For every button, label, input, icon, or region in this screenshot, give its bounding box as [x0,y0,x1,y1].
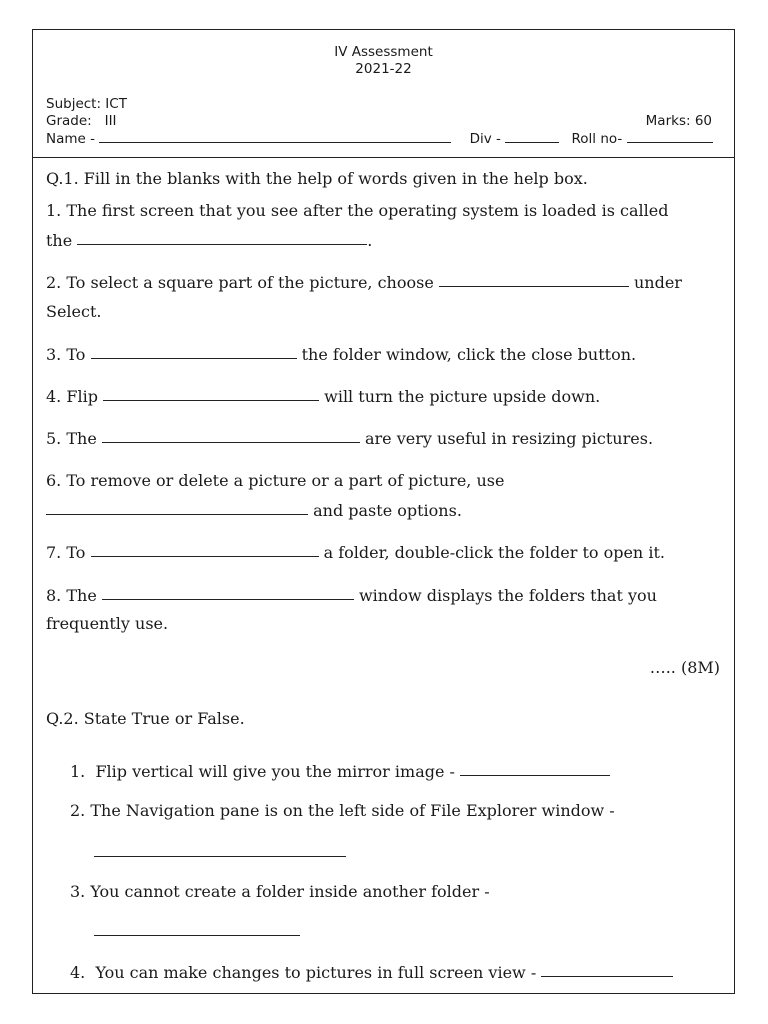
q1-item-5-text: 5. The [46,429,97,448]
q2-item-4 [70,962,673,982]
academic-year: 2021-22 [355,61,412,77]
q2-item-2-blank[interactable] [94,842,346,857]
q1-item-7 [46,542,665,562]
q1-item-8-blank[interactable] [102,585,354,600]
q1-item-1-text: the [46,231,73,250]
q1-item-3-text-after: the folder window, click the close button. [301,345,637,364]
q1-item-8-line-1 [46,585,657,605]
roll-label: Roll no- [571,131,623,147]
q1-item-5-text-after: are very useful in resizing pictures. [364,429,654,448]
q2-item-2: 2. The Navigation pane is on the left side of File Explorer window - [70,801,615,820]
q1-item-3-blank[interactable] [91,344,297,359]
q1-item-1-blank[interactable] [77,230,367,245]
div-blank[interactable] [505,130,559,143]
q1-item-5-blank[interactable] [102,428,360,443]
q2-item-1-text: 1. Flip vertical will give you the mirror image - [70,762,455,781]
q1-marks: ….. (8M) [649,658,720,677]
q1-item-2-line-2: Select. [46,302,102,321]
q2-item-1-blank[interactable] [460,761,610,776]
grade-label: Grade: III [46,113,117,129]
q1-item-5 [46,428,653,448]
q1-item-6-line-1: 6. To remove or delete a picture or a part of picture, use [46,471,505,490]
q1-item-2-text-after: under [633,273,682,292]
assessment-sheet [32,29,735,994]
subject-label: Subject: ICT [46,96,127,112]
q2-item-3-answer-line [94,921,300,940]
q2-item-3: 3. You cannot create a folder inside another folder - [70,882,490,901]
q1-item-2-line-1 [46,272,682,292]
q1-title: Q.1. Fill in the blanks with the help of words given in the help box. [46,169,588,188]
q1-item-7-text: 7. To [46,543,86,562]
q2-item-3-blank[interactable] [94,921,300,936]
q1-item-3 [46,344,636,364]
q2-item-1 [70,761,610,781]
q1-item-8-line-2: frequently use. [46,614,169,633]
q1-item-8-text: 8. The [46,586,97,605]
assessment-title: IV Assessment [334,44,433,60]
q1-item-6-line-2 [46,500,462,520]
q1-item-1-line-2 [46,230,372,250]
q1-item-1-period: . [367,231,373,250]
q1-item-1-line-1: 1. The first screen that you see after the operating system is loaded is called [46,201,669,220]
q1-item-8-text-after: window displays the folders that you [358,586,657,605]
q1-item-6-blank[interactable] [46,500,308,515]
q1-item-4-text-after: will turn the picture upside down. [324,387,601,406]
q1-item-4 [46,386,600,406]
q2-title: Q.2. State True or False. [46,709,245,728]
name-blank[interactable] [99,130,451,143]
q1-item-4-text: 4. Flip [46,387,98,406]
marks-label: Marks: 60 [645,113,712,129]
q1-item-7-blank[interactable] [91,542,319,557]
q1-item-3-text: 3. To [46,345,86,364]
sheet-header [33,30,734,158]
student-details-line [46,130,713,147]
q2-item-4-blank[interactable] [541,962,673,977]
q1-item-6-text-after: and paste options. [313,501,462,520]
q2-item-4-text: 4. You can make changes to pictures in full screen view - [70,963,537,982]
q1-item-7-text-after: a folder, double-click the folder to open it. [323,543,665,562]
q1-item-2-blank[interactable] [439,272,629,287]
q1-item-2-text: 2. To select a square part of the picture, choose [46,273,434,292]
q1-item-4-blank[interactable] [103,386,319,401]
roll-blank[interactable] [627,130,713,143]
div-label: Div - [469,131,501,147]
name-label: Name - [46,131,95,147]
q2-item-2-answer-line [94,842,346,861]
